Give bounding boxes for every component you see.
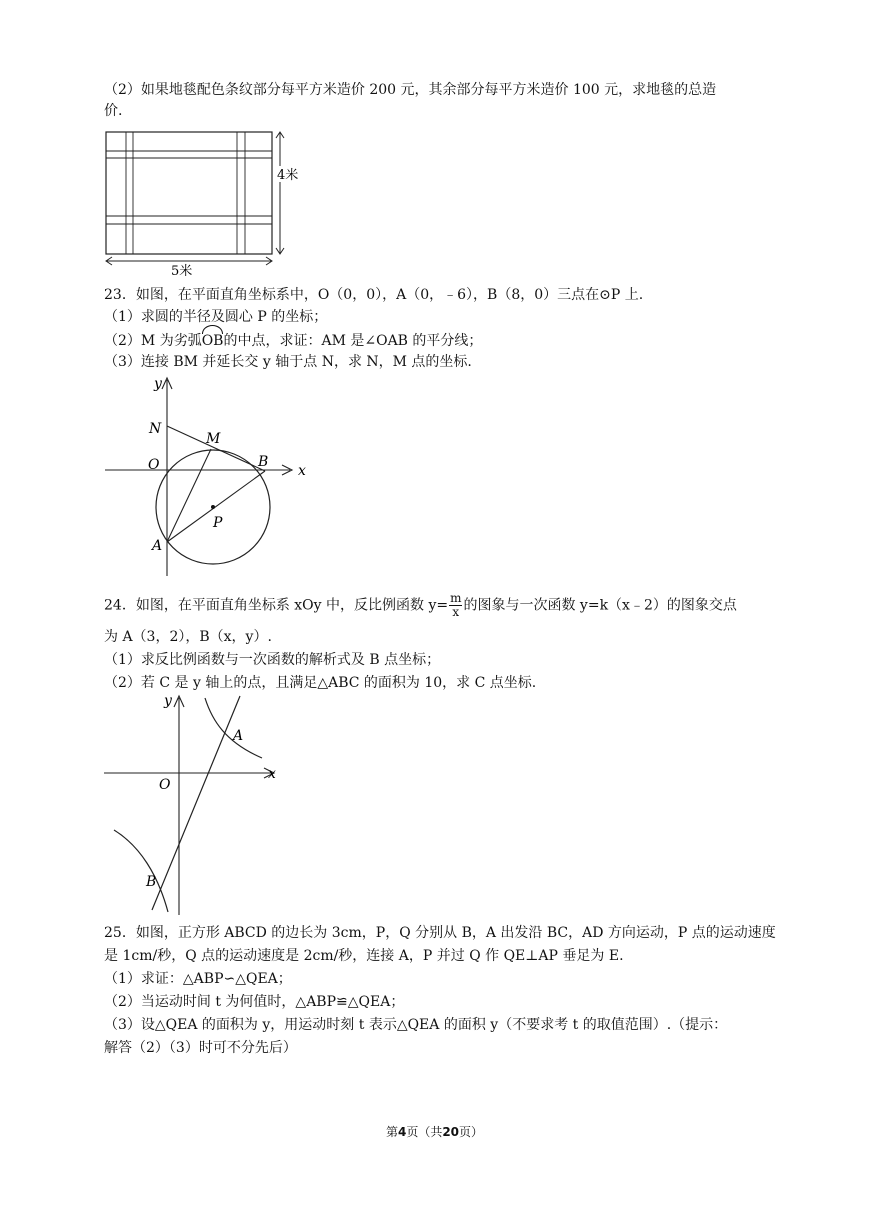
fraction-numerator: m [450,591,462,605]
carpet-width-label: 5米 [171,264,193,276]
fraction-denominator: x [452,605,460,619]
q25-part2: （2）当运动时间 t 为何值时，△ABP≌△QEA； [104,994,405,1010]
fig23-m-label: M [206,431,221,447]
page-footer [0,1123,869,1140]
q24-stem-before: 24．如图，在平面直角坐标系 xOy 中，反比例函数 y= [104,597,449,614]
q25-part3: （3）设△QEA 的面积为 y，用运动时刻 t 表示△QEA 的面积 y（不要求考 t 的取值范围）.（提示： [104,1017,728,1033]
carpet-figure [100,126,300,276]
fig23-x-label: x [298,463,306,479]
q23-part2-after: 的中点，求证：AM 是∠OAB 的平分线； [223,333,483,349]
q24-stem-after: 的图象与一次函数 y=k（x﹣2）的图象交点 [463,597,737,614]
q23-stem: 23．如图，在平面直角坐标系中，O（0，0），A（0，﹣6），B（8，0）三点在⊙P 上. [104,287,644,303]
fig23-b-label: B [258,454,269,470]
q24-fraction [449,592,462,619]
carpet-height-label: 4米 [277,168,299,183]
hyperbola-figure [100,690,285,920]
fig23-a-label: A [152,538,163,554]
q22-part2-line2: 价. [104,103,123,119]
fig24-o-label: O [159,777,171,793]
footer-page-number: 4 [397,1125,407,1139]
circle-figure [100,372,315,582]
q23-part2 [104,329,482,351]
q24-stem [104,592,737,619]
fig24-x-label: x [268,766,276,782]
fig23-o-label: O [148,457,160,473]
fig24-b-label: B [146,874,157,890]
footer-middle: 页（共 [406,1125,443,1139]
fig23-p-label: P [213,515,223,531]
footer-prefix: 第 [385,1125,398,1139]
q23-part2-before: （2）M 为劣弧 [104,333,202,349]
q24-part1: （1）求反比例函数与一次函数的解析式及 B 点坐标； [104,652,441,668]
q25-line2: 是 1cm/秒，Q 点的运动速度是 2cm/秒，连接 A，P 并过 Q 作 QE⊥AP 垂足为 E. [104,948,624,964]
q24-stem-line2: 为 A（3，2），B（x，y）. [104,629,272,645]
q23-part1: （1）求圆的半径及圆心 P 的坐标； [104,309,328,325]
q25-line1: 25．如图，正方形 ABCD 的边长为 3cm，P，Q 分别从 B，A 出发沿 BC，AD 方向运动，P 点的运动速度 [104,925,776,941]
q24-part2: （2）若 C 是 y 轴上的点，且满足△ABC 的面积为 10，求 C 点坐标. [104,675,537,691]
q25-part3-line2: 解答（2）（3）时可不分先后） [104,1040,297,1056]
carpet-outline [106,132,272,254]
footer-suffix: 页） [459,1125,484,1139]
footer-total-pages: 20 [442,1125,460,1139]
q22-part2-line1: （2）如果地毯配色条纹部分每平方米造价 200 元，其余部分每平方米造价 100 元，求地毯的总造 [104,82,717,98]
fig24-a-label: A [233,728,244,744]
q23-part3: （3）连接 BM 并延长交 y 轴于点 N，求 N，M 点的坐标. [104,354,472,370]
arc-ob: OB [202,329,224,351]
fig23-n-label: N [149,421,162,437]
q25-part1: （1）求证：△ABP∽△QEA； [104,971,292,987]
fig23-y-label: y [154,376,162,392]
fig24-y-label: y [164,693,172,709]
